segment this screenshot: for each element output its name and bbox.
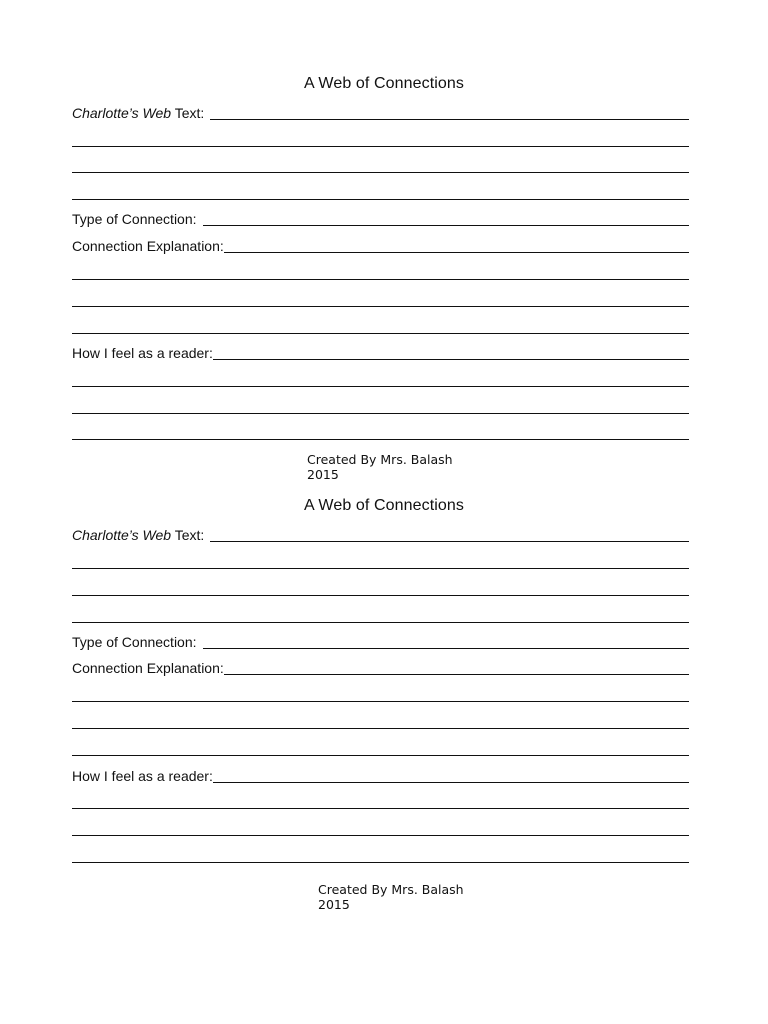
book-title: Charlotte’s Web (72, 527, 172, 543)
answer-line[interactable] (72, 622, 689, 623)
credit-author: Created By Mrs. Balash (318, 882, 464, 897)
answer-line[interactable] (72, 755, 689, 756)
feel-label: How I feel as a reader: (72, 768, 213, 784)
credit (307, 452, 453, 482)
type-answer-line[interactable] (203, 225, 689, 226)
credit-year: 2015 (318, 897, 350, 910)
answer-line[interactable] (72, 439, 689, 440)
feel-label: How I feel as a reader: (72, 345, 213, 361)
feel-field-row[interactable] (72, 766, 689, 784)
feel-answer-line[interactable] (213, 359, 689, 360)
text-field-row[interactable] (72, 525, 689, 543)
answer-line[interactable] (72, 386, 689, 387)
type-label: Type of Connection: (72, 211, 197, 227)
text-answer-line[interactable] (210, 541, 689, 542)
answer-line[interactable] (72, 306, 689, 307)
explanation-field-row[interactable] (72, 658, 689, 676)
text-field-row[interactable] (72, 103, 689, 121)
explanation-answer-line[interactable] (224, 252, 689, 253)
answer-line[interactable] (72, 413, 689, 414)
answer-line[interactable] (72, 279, 689, 280)
answer-line[interactable] (72, 172, 689, 173)
text-label: Charlotte’s Web Text: (72, 105, 205, 121)
explanation-label: Connection Explanation: (72, 238, 224, 254)
answer-line[interactable] (72, 199, 689, 200)
answer-line[interactable] (72, 595, 689, 596)
answer-line[interactable] (72, 808, 689, 809)
answer-line[interactable] (72, 701, 689, 702)
answer-line[interactable] (72, 728, 689, 729)
worksheet-title: A Web of Connections (303, 75, 465, 92)
feel-field-row[interactable] (72, 343, 689, 361)
credit-author: Created By Mrs. Balash (307, 452, 453, 467)
book-title: Charlotte’s Web (72, 105, 172, 121)
explanation-answer-line[interactable] (224, 674, 689, 675)
type-field-row[interactable] (72, 632, 689, 650)
text-label: Charlotte’s Web Text: (72, 527, 205, 543)
explanation-label: Connection Explanation: (72, 660, 224, 676)
feel-answer-line[interactable] (213, 782, 689, 783)
type-field-row[interactable] (72, 209, 689, 227)
credit-year: 2015 (307, 467, 339, 482)
answer-line[interactable] (72, 835, 689, 836)
answer-line[interactable] (72, 568, 689, 569)
text-answer-line[interactable] (210, 119, 689, 120)
answer-line[interactable] (72, 862, 689, 863)
explanation-field-row[interactable] (72, 236, 689, 254)
type-label: Type of Connection: (72, 634, 197, 650)
answer-line[interactable] (72, 146, 689, 147)
type-answer-line[interactable] (203, 648, 689, 649)
credit (318, 882, 464, 910)
answer-line[interactable] (72, 333, 689, 334)
worksheet-title: A Web of Connections (303, 497, 465, 514)
